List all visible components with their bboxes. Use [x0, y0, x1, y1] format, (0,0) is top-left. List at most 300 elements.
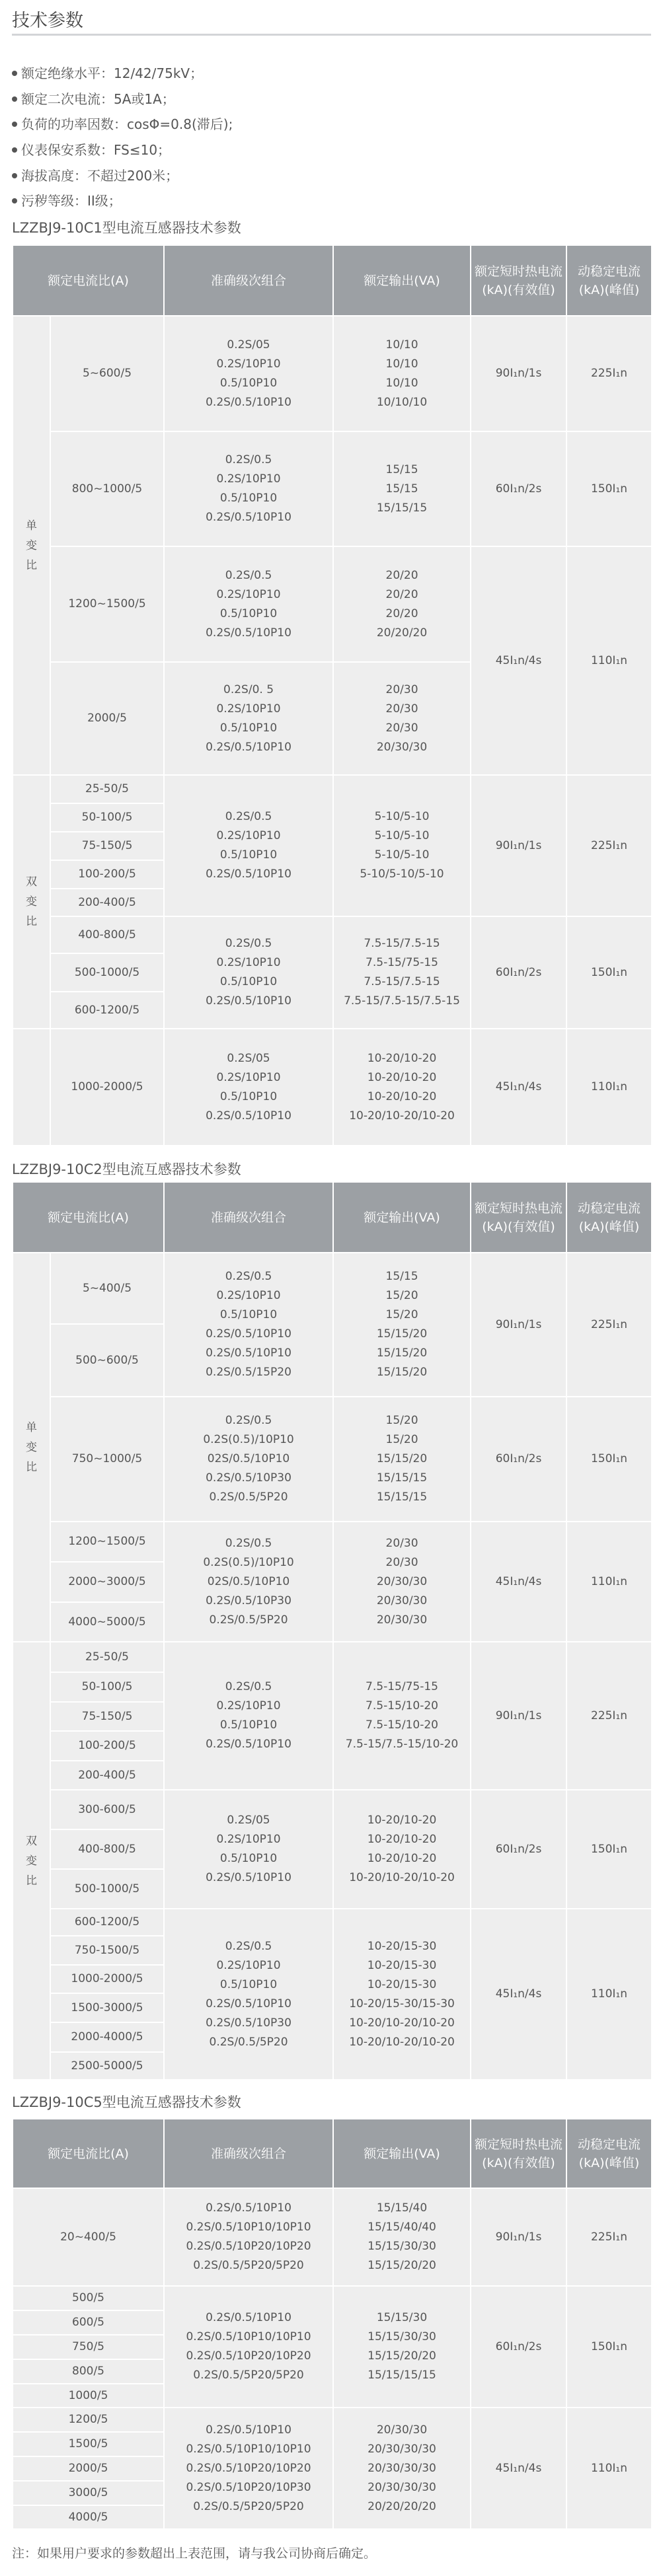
ratio-cell: 750-1500/5 — [50, 1936, 164, 1965]
ratio-cell: 4000~5000/5 — [50, 1602, 164, 1642]
group-label-char: 比 — [26, 1874, 37, 1888]
output-cell-line: 20/30 — [385, 682, 418, 696]
group-label-char: 变 — [26, 895, 37, 908]
dynamic-current-cell: 150I₁n — [566, 2286, 652, 2408]
output-cell-line: 5-10/5-10 — [374, 848, 430, 862]
accuracy-cell-line: 0.2S/10P10 — [216, 956, 281, 969]
ratio-cell: 400-800/5 — [50, 916, 164, 953]
ratio-cell: 500~600/5 — [50, 1324, 164, 1397]
group-label-char: 双 — [26, 875, 37, 889]
accuracy-cell-line: 0.2S/10P10 — [216, 1958, 281, 1972]
table-header-row — [13, 2119, 652, 2188]
spec-table-c1 — [12, 244, 652, 1146]
output-cell-line: 15/15/20 — [376, 1452, 428, 1465]
header-thermal — [471, 1182, 566, 1253]
table-row — [13, 2188, 652, 2286]
output-cell — [333, 316, 471, 431]
ratio-cell: 500-1000/5 — [50, 953, 164, 992]
output-cell-line: 15/20 — [385, 1414, 418, 1427]
output-cell-line: 15/15/15 — [376, 501, 428, 515]
header-line: 额定短时热电流 — [475, 1200, 563, 1216]
ratio-group-label — [13, 1029, 50, 1146]
output-cell — [333, 2408, 471, 2529]
ratio-cell: 50-100/5 — [50, 1672, 164, 1702]
header-line: (kA)(峰值) — [578, 1219, 640, 1234]
accuracy-cell-line: 0.2S/0.5 — [225, 1536, 272, 1550]
output-cell-line: 15/20 — [385, 1308, 418, 1321]
header-accuracy: 准确级次组合 — [164, 1182, 333, 1253]
output-cell-line: 20/30/30/30 — [368, 2442, 436, 2456]
ratio-cell: 2000~3000/5 — [50, 1562, 164, 1602]
header-dynamic — [566, 245, 652, 316]
accuracy-cell-line: 0.5/10P10 — [219, 721, 278, 735]
thermal-current-cell: 90I₁n/1s — [471, 2188, 566, 2286]
table-header-row — [13, 245, 652, 316]
output-cell-line: 7.5-15/75-15 — [366, 1680, 438, 1693]
output-cell-line: 10-20/10-20/10-20 — [349, 2035, 455, 2049]
output-cell-line: 15/15/20 — [376, 1346, 428, 1360]
accuracy-cell-line: 0.2S/0.5/10P20/10P20 — [186, 2349, 311, 2363]
accuracy-cell — [164, 1909, 333, 2080]
header-ratio: 额定电流比(A) — [13, 1182, 164, 1253]
ratio-group-label — [13, 1253, 50, 1642]
ratio-cell: 750/5 — [13, 2335, 164, 2359]
accuracy-cell — [164, 2188, 333, 2286]
accuracy-cell-line: 0.2S/0.5/5P20/5P20 — [193, 2259, 304, 2272]
output-cell-line: 7.5-15/75-15 — [366, 956, 438, 969]
table-row — [13, 546, 652, 662]
output-cell-line: 15/15/15/15 — [368, 2369, 436, 2382]
ratio-cell: 5~400/5 — [50, 1253, 164, 1324]
table-row — [13, 2408, 652, 2432]
header-line: (kA)(有效值) — [482, 282, 555, 297]
ratio-cell: 20~400/5 — [13, 2188, 164, 2286]
output-cell-line: 15/15 — [385, 462, 418, 476]
accuracy-cell-line: 0.2S/0. 5 — [223, 682, 274, 696]
ratio-cell: 1500-3000/5 — [50, 1993, 164, 2022]
output-cell-line: 10-20/10-20 — [367, 1814, 437, 1827]
dynamic-current-cell: 150I₁n — [566, 431, 652, 546]
output-cell-line: 10-20/10-20/10-20 — [349, 1109, 455, 1122]
accuracy-cell-line: 0.2S/0.5/15P20 — [206, 1366, 292, 1379]
output-cell-line: 20/30 — [385, 702, 418, 716]
ratio-cell: 1200~1500/5 — [50, 546, 164, 662]
thermal-current-cell: 90I₁n/1s — [471, 1642, 566, 1790]
output-cell-line: 10-20/15-30 — [367, 1958, 437, 1972]
group-label-char: 变 — [26, 1854, 37, 1868]
ratio-cell: 100-200/5 — [50, 860, 164, 889]
accuracy-cell-line: 0.2S/0.5/10P10 — [206, 2423, 292, 2437]
ratio-cell: 1200/5 — [13, 2408, 164, 2432]
output-cell — [333, 2188, 471, 2286]
output-cell-line: 15/15/30 — [376, 2311, 428, 2324]
ratio-cell: 500/5 — [13, 2286, 164, 2310]
output-cell-line: 15/15/40/40 — [368, 2221, 436, 2234]
output-cell-line: 7.5-15/7.5-15 — [364, 937, 440, 950]
accuracy-cell-line: 0.5/10P10 — [219, 848, 278, 862]
group-label-char: 比 — [26, 915, 37, 928]
accuracy-cell-line: 0.5/10P10 — [219, 492, 278, 505]
bullet-item — [12, 87, 233, 112]
accuracy-cell-line: 0.2S/10P10 — [216, 829, 281, 842]
ratio-group-label — [13, 316, 50, 775]
accuracy-cell-line: 0.2S/0.5/10P10 — [206, 994, 292, 1008]
accuracy-cell — [164, 2408, 333, 2529]
output-cell-line: 10-20/10-20 — [367, 1051, 437, 1065]
ratio-cell: 600-1200/5 — [50, 992, 164, 1029]
header-dynamic — [566, 1182, 652, 1253]
header-output: 额定输出(VA) — [333, 1182, 471, 1253]
accuracy-cell-line: 0.2S/10P10 — [216, 1833, 281, 1846]
dynamic-current-cell: 150I₁n — [566, 916, 652, 1029]
output-cell-line: 20/30/30 — [376, 740, 428, 754]
output-cell-line: 20/20 — [385, 607, 418, 620]
accuracy-cell-line: 0.2S/0.5 — [225, 810, 272, 823]
output-cell-line: 10-20/10-20 — [367, 1089, 437, 1103]
accuracy-cell — [164, 316, 333, 431]
bullet-text: 污秽等级：II级； — [21, 193, 122, 209]
bullet-text: 额定二次电流：5A或1A； — [21, 91, 175, 107]
accuracy-cell-line: 0.2S/0.5/10P30 — [206, 1594, 292, 1607]
accuracy-cell-line: 0.2S/0.5/10P10 — [206, 511, 292, 524]
thermal-current-cell: 60I₁n/2s — [471, 431, 566, 546]
output-cell-line: 20/30 — [385, 1536, 418, 1550]
spec-bullet-list — [12, 61, 233, 214]
table-caption-c2: LZZBJ9-10C2型电流互感器技术参数 — [12, 1161, 241, 1177]
header-line: 额定短时热电流 — [475, 264, 563, 279]
thermal-current-cell: 60I₁n/2s — [471, 1790, 566, 1909]
table-row — [13, 1029, 652, 1146]
header-line: (kA)(峰值) — [578, 282, 640, 297]
output-cell-line: 15/15/15 — [376, 1471, 428, 1485]
table-row — [13, 431, 652, 546]
accuracy-cell — [164, 1253, 333, 1397]
output-cell — [333, 1909, 471, 2080]
bullet-item — [12, 137, 233, 163]
accuracy-cell-line: 0.2S/0.5/10P10 — [206, 395, 292, 409]
ratio-cell: 1500/5 — [13, 2432, 164, 2456]
table-caption-c5: LZZBJ9-10C5型电流互感器技术参数 — [12, 2094, 241, 2110]
bullet-item — [12, 188, 233, 214]
header-dynamic — [566, 2119, 652, 2188]
accuracy-cell-line: 0.2S/0.5/10P10 — [206, 626, 292, 640]
output-cell — [333, 1522, 471, 1642]
accuracy-cell-line: 0.2S/0.5/5P20 — [209, 1613, 288, 1627]
accuracy-cell-line: 0.2S(0.5)/10P10 — [203, 1433, 294, 1446]
accuracy-cell-line: 0.2S/0.5 — [225, 1680, 272, 1693]
output-cell-line: 20/30/30 — [376, 1613, 428, 1627]
ratio-cell: 500-1000/5 — [50, 1869, 164, 1909]
output-cell — [333, 1029, 471, 1146]
output-cell-line: 15/15/30/30 — [368, 2330, 436, 2343]
output-cell-line: 15/20 — [385, 1289, 418, 1302]
accuracy-cell-line: 0.2S/0.5/10P30 — [206, 1471, 292, 1485]
thermal-current-cell: 45I₁n/4s — [471, 1522, 566, 1642]
bullet-dot-icon — [12, 96, 17, 102]
accuracy-cell-line: 0.2S/0.5/10P10/10P10 — [186, 2221, 311, 2234]
group-label-char: 单 — [26, 1420, 37, 1434]
accuracy-cell-line: 0.2S/05 — [227, 1051, 270, 1065]
accuracy-cell-line: 0.2S/0.5/10P20/10P20 — [186, 2240, 311, 2253]
thermal-current-cell: 45I₁n/4s — [471, 1909, 566, 2080]
header-ratio: 额定电流比(A) — [13, 2119, 164, 2188]
output-cell-line: 15/15/20 — [376, 1366, 428, 1379]
accuracy-cell-line: 0.2S/10P10 — [216, 472, 281, 486]
output-cell-line: 20/30 — [385, 721, 418, 735]
header-thermal — [471, 245, 566, 316]
bullet-dot-icon — [12, 173, 17, 178]
output-cell-line: 10-20/10-20/10-20 — [349, 2016, 455, 2030]
ratio-cell: 200-400/5 — [50, 1761, 164, 1790]
header-ratio: 额定电流比(A) — [13, 245, 164, 316]
ratio-cell: 200-400/5 — [50, 889, 164, 916]
bullet-dot-icon — [12, 71, 17, 76]
thermal-current-cell: 90I₁n/1s — [471, 775, 566, 916]
accuracy-cell-line: 0.2S/10P10 — [216, 587, 281, 601]
dynamic-current-cell: 225I₁n — [566, 316, 652, 431]
accuracy-cell — [164, 662, 333, 775]
output-cell — [333, 1790, 471, 1909]
output-cell — [333, 916, 471, 1029]
output-cell-line: 20/30/30 — [376, 1574, 428, 1588]
output-cell-line: 20/30/30 — [376, 2423, 428, 2437]
dynamic-current-cell: 110I₁n — [566, 1029, 652, 1146]
output-cell-line: 20/20 — [385, 587, 418, 601]
header-line: (kA)(有效值) — [482, 1219, 555, 1234]
header-output: 额定输出(VA) — [333, 2119, 471, 2188]
output-cell — [333, 1397, 471, 1522]
thermal-current-cell: 60I₁n/2s — [471, 2286, 566, 2408]
output-cell-line: 20/30/30/30 — [368, 2461, 436, 2475]
dynamic-current-cell: 150I₁n — [566, 1790, 652, 1909]
ratio-cell: 4000/5 — [13, 2505, 164, 2529]
ratio-cell: 75-150/5 — [50, 832, 164, 860]
output-cell — [333, 1642, 471, 1790]
output-cell-line: 5-10/5-10 — [374, 829, 430, 842]
header-thermal — [471, 2119, 566, 2188]
table-header-row — [13, 1182, 652, 1253]
dynamic-current-cell: 110I₁n — [566, 1909, 652, 2080]
group-label-char: 比 — [26, 1460, 37, 1474]
accuracy-cell — [164, 1642, 333, 1790]
thermal-current-cell: 90I₁n/1s — [471, 1253, 566, 1397]
output-cell — [333, 775, 471, 916]
accuracy-cell-line: 0.2S/0.5/10P10 — [206, 867, 292, 881]
accuracy-cell — [164, 2286, 333, 2408]
accuracy-cell-line: 0.5/10P10 — [219, 1977, 278, 1991]
output-cell — [333, 662, 471, 775]
table-caption-c1: LZZBJ9-10C1型电流互感器技术参数 — [12, 220, 241, 236]
table-row — [13, 1253, 652, 1324]
bullet-item — [12, 112, 233, 137]
accuracy-cell-line: 0.2S/0.5 — [225, 453, 272, 466]
table-row — [13, 1397, 652, 1522]
ratio-group-label — [13, 1642, 50, 2080]
accuracy-cell-line: 0.2S/10P10 — [216, 1289, 281, 1302]
output-cell-line: 20/20/20 — [376, 626, 428, 640]
accuracy-cell-line: 0.2S/0.5/5P20/5P20 — [193, 2369, 304, 2382]
bullet-text: 额定绝缘水平：12/42/75kV； — [21, 65, 204, 82]
group-label-char: 变 — [26, 1440, 37, 1454]
header-line: (kA)(峰值) — [578, 2155, 640, 2170]
output-cell-line: 15/15 — [385, 1270, 418, 1283]
accuracy-cell-line: 0.2S/0.5/10P10 — [206, 740, 292, 754]
accuracy-cell-line: 0.5/10P10 — [219, 1718, 278, 1732]
ratio-cell: 600-1200/5 — [50, 1909, 164, 1936]
dynamic-current-cell: 225I₁n — [566, 1253, 652, 1397]
ratio-cell: 600/5 — [13, 2310, 164, 2335]
header-accuracy: 准确级次组合 — [164, 2119, 333, 2188]
header-line: 动稳定电流 — [578, 1200, 641, 1216]
dynamic-current-cell: 150I₁n — [566, 1397, 652, 1522]
accuracy-cell-line: 0.2S/05 — [227, 338, 270, 351]
output-cell-line: 7.5-15/10-20 — [366, 1718, 438, 1732]
spec-table-c2 — [12, 1181, 652, 2080]
output-cell-line: 10-20/10-20 — [367, 1070, 437, 1084]
thermal-current-cell: 45I₁n/4s — [471, 1029, 566, 1146]
accuracy-cell-line: 0.2S/10P10 — [216, 702, 281, 716]
output-cell — [333, 431, 471, 546]
footnote: 注：如果用户要求的参数超出上表范围，请与我公司协商后确定。 — [12, 2546, 377, 2561]
output-cell-line: 20/30 — [385, 1555, 418, 1569]
bullet-item — [12, 163, 233, 188]
output-cell-line: 5-10/5-10/5-10 — [360, 867, 444, 881]
ratio-cell: 3000/5 — [13, 2481, 164, 2505]
ratio-cell: 1000/5 — [13, 2384, 164, 2408]
accuracy-cell — [164, 546, 333, 662]
header-line: 动稳定电流 — [578, 264, 641, 279]
accuracy-cell-line: 0.2S/0.5/10P10/10P10 — [186, 2330, 311, 2343]
dynamic-current-cell: 225I₁n — [566, 2188, 652, 2286]
ratio-cell: 5~600/5 — [50, 316, 164, 431]
ratio-cell: 2000-4000/5 — [50, 2022, 164, 2052]
header-line: (kA)(有效值) — [482, 2155, 555, 2170]
accuracy-cell-line: 0.5/10P10 — [219, 1089, 278, 1103]
accuracy-cell-line: 0.5/10P10 — [219, 1308, 278, 1321]
output-cell — [333, 546, 471, 662]
ratio-cell: 2500-5000/5 — [50, 2052, 164, 2080]
bullet-dot-icon — [12, 122, 17, 127]
table-row — [13, 1642, 652, 1672]
output-cell-line: 7.5-15/7.5-15 — [364, 975, 440, 988]
header-accuracy: 准确级次组合 — [164, 245, 333, 316]
dynamic-current-cell: 110I₁n — [566, 546, 652, 775]
output-cell-line: 10-20/15-30 — [367, 1939, 437, 1953]
header-line: 动稳定电流 — [577, 2137, 641, 2152]
accuracy-cell — [164, 431, 333, 546]
output-cell-line: 10/10/10 — [376, 395, 428, 409]
output-cell-line: 20/20/20/20 — [368, 2499, 436, 2513]
accuracy-cell-line: 0.2S/0.5 — [225, 937, 272, 950]
output-cell-line: 10/10 — [385, 357, 418, 371]
ratio-group-label — [13, 775, 50, 1029]
ratio-cell: 50-100/5 — [50, 803, 164, 832]
output-cell-line: 7.5-15/7.5-15/7.5-15 — [344, 994, 460, 1008]
ratio-cell: 100-200/5 — [50, 1731, 164, 1761]
header-output: 额定输出(VA) — [333, 245, 471, 316]
accuracy-cell-line: 0.2S/0.5/10P10 — [206, 1738, 292, 1751]
thermal-current-cell: 45I₁n/4s — [471, 546, 566, 775]
output-cell-line: 10/10 — [385, 338, 418, 351]
output-cell-line: 10/10 — [385, 376, 418, 390]
accuracy-cell-line: 0.2S/05 — [227, 1814, 270, 1827]
ratio-cell: 800/5 — [13, 2359, 164, 2384]
group-label-char: 比 — [26, 558, 37, 572]
dynamic-current-cell: 225I₁n — [566, 775, 652, 916]
output-cell-line: 10-20/10-20/10-20 — [349, 1871, 455, 1884]
bullet-text: 负荷的功率因数：cosΦ=0.8(滞后); — [21, 116, 233, 133]
output-cell-line: 20/30/30 — [376, 1594, 428, 1607]
bullet-text: 海拔高度：不超过200米； — [21, 167, 179, 184]
bullet-dot-icon — [12, 198, 17, 203]
accuracy-cell-line: 0.2S/0.5/5P20 — [209, 1490, 288, 1504]
ratio-cell: 1200~1500/5 — [50, 1522, 164, 1562]
ratio-cell: 25-50/5 — [50, 1642, 164, 1672]
accuracy-cell-line: 0.2S(0.5)/10P10 — [203, 1555, 294, 1569]
group-label-char: 单 — [26, 519, 37, 533]
accuracy-cell-line: 0.2S/0.5 — [225, 568, 272, 582]
accuracy-cell-line: 0.2S/0.5/5P20/5P20 — [193, 2499, 304, 2513]
output-cell-line: 15/15/30/30 — [368, 2240, 436, 2253]
table-row — [13, 316, 652, 431]
thermal-current-cell: 45I₁n/4s — [471, 2408, 566, 2529]
accuracy-cell-line: 0.2S/10P10 — [216, 1070, 281, 1084]
ratio-cell: 2000/5 — [13, 2456, 164, 2481]
spec-table-c5 — [12, 2118, 652, 2530]
accuracy-cell — [164, 1522, 333, 1642]
output-cell-line: 7.5-15/7.5-15/10-20 — [345, 1738, 459, 1751]
table-row — [13, 1522, 652, 1562]
accuracy-cell-line: 0.5/10P10 — [219, 376, 278, 390]
table-row — [13, 916, 652, 953]
dynamic-current-cell: 110I₁n — [566, 2408, 652, 2529]
group-label-char: 双 — [26, 1834, 37, 1848]
accuracy-cell — [164, 1790, 333, 1909]
ratio-cell: 750~1000/5 — [50, 1397, 164, 1522]
group-label-char: 变 — [26, 538, 37, 552]
table-row — [13, 1790, 652, 1829]
bullet-dot-icon — [12, 147, 17, 153]
ratio-cell: 1000-2000/5 — [50, 1965, 164, 1993]
accuracy-cell-line: 0.2S/0.5/10P10 — [206, 2201, 292, 2215]
accuracy-cell-line: 0.5/10P10 — [219, 975, 278, 988]
ratio-cell: 75-150/5 — [50, 1702, 164, 1731]
output-cell — [333, 1253, 471, 1397]
accuracy-cell-line: 0.5/10P10 — [219, 1852, 278, 1865]
output-cell-line: 15/20 — [385, 1433, 418, 1446]
accuracy-cell-line: 0.2S/0.5/10P20/10P30 — [186, 2480, 311, 2494]
output-cell-line: 7.5-15/10-20 — [366, 1699, 438, 1712]
output-cell-line: 15/15/20 — [376, 1327, 428, 1341]
bullet-text: 仪表保安系数：FS≤10； — [21, 142, 171, 159]
thermal-current-cell: 90I₁n/1s — [471, 316, 566, 431]
title-divider — [12, 34, 651, 36]
output-cell-line: 15/15/20/20 — [368, 2259, 436, 2272]
bullet-item — [12, 61, 233, 87]
output-cell-line: 10-20/10-20 — [367, 1833, 437, 1846]
table-row — [13, 1909, 652, 1936]
accuracy-cell-line: 0.2S/0.5 — [225, 1270, 272, 1283]
ratio-cell: 300-600/5 — [50, 1790, 164, 1829]
header-line: 额定短时热电流 — [474, 2137, 563, 2152]
accuracy-cell-line: 0.2S/10P10 — [216, 357, 281, 371]
accuracy-cell-line: 0.2S/0.5 — [225, 1939, 272, 1953]
output-cell-line: 10-20/10-20 — [367, 1852, 437, 1865]
ratio-cell: 400-800/5 — [50, 1829, 164, 1869]
output-cell-line: 10-20/15-30 — [367, 1977, 437, 1991]
output-cell-line: 20/30/30/30 — [368, 2480, 436, 2494]
output-cell-line: 15/15 — [385, 482, 418, 496]
